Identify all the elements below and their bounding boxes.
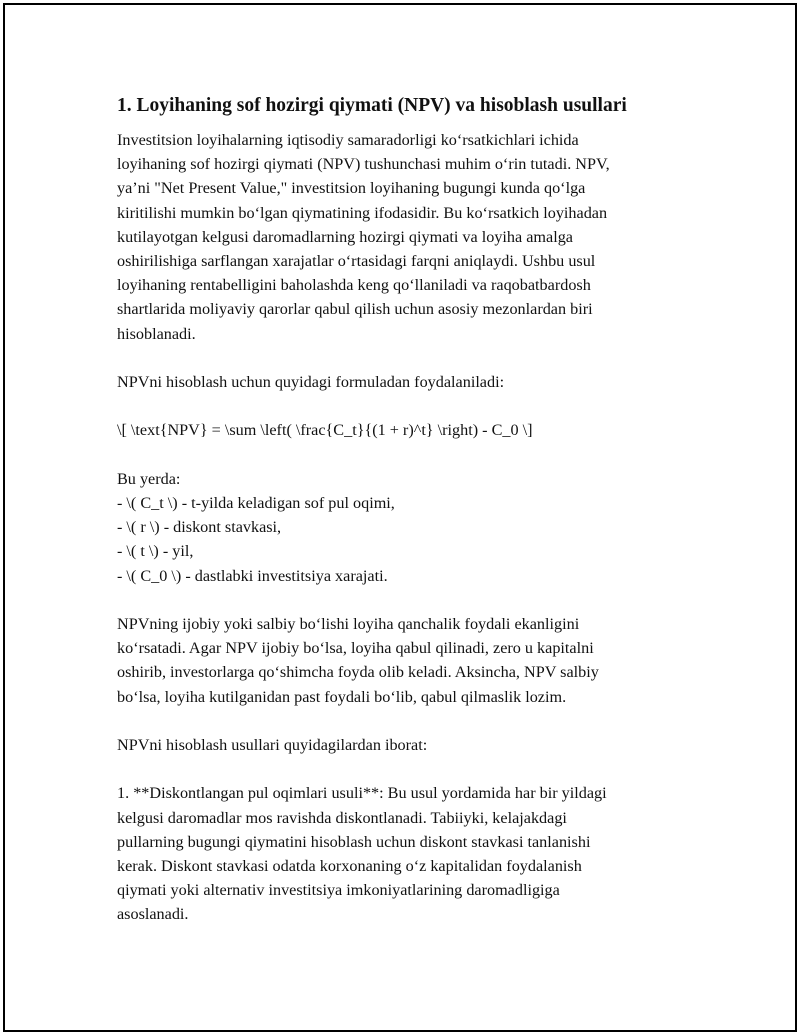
- text-line: oshirilishiga sarflangan xarajatlar o‘rtasidagi farqni aniqlaydi. Ushbu usul: [117, 252, 596, 271]
- formula-intro: [117, 370, 687, 394]
- paragraph-gap: [117, 394, 687, 418]
- formula-text: \[ \text{NPV} = \sum \left( \frac{C_t}{(1 + r)^t} \right) - C_0 \]: [117, 421, 533, 440]
- text-line: kiritilishi mumkin bo‘lgan qiymatining ifodasidir. Bu ko‘rsatkich loyihadan: [117, 203, 608, 222]
- text-line: oshirib, investorlarga qo‘shimcha foyda olib keladi. Aksincha, NPV salbiy: [117, 663, 599, 682]
- text-line: NPVning ijobiy yoki salbiy bo‘lishi loyiha qanchalik foydali ekanligini: [117, 615, 580, 633]
- text-line: 1. **Diskontlangan pul oqimlari usuli**: Bu usul yordamida har bir yildagi: [117, 784, 607, 803]
- variable-definitions: [117, 467, 687, 588]
- text-line: pullarning bugungi qiymatini hisoblash uchun diskont stavkasi tanlanishi: [117, 832, 591, 851]
- text-line: ko‘rsatadi. Agar NPV ijobiy bo‘lsa, loyiha qabul qilinadi, zero u kapitalni: [117, 639, 594, 658]
- text-line: shartlarida moliyaviy qarorlar qabul qilish uchun asosiy mezonlardan biri: [117, 300, 593, 319]
- text-line: NPVni hisoblash usullari quyidagilardan iborat:: [117, 736, 428, 754]
- paragraph-gap: [117, 588, 687, 612]
- text-line: Investitsion loyihalarning iqtisodiy samaradorligi ko‘rsatkichlari ichida: [117, 131, 579, 149]
- text-line: asoslanadi.: [117, 905, 189, 924]
- text-line: NPVni hisoblash uchun quyidagi formuladan foydalaniladi:: [117, 373, 505, 392]
- text-line: qiymati yoki alternativ investitsiya imkoniyatlarining daromadligiga: [117, 881, 560, 900]
- document-body: [117, 92, 687, 927]
- text-line: bo‘lsa, loyiha kutilganidan past foydali bo‘lib, qabul qilmaslik lozim.: [117, 687, 567, 706]
- text-line: loyihaning sof hozirgi qiymati (NPV) tushunchasi muhim o‘rin tutadi. NPV,: [117, 155, 610, 174]
- list-item: - \( r \) - diskont stavkasi,: [117, 518, 282, 537]
- paragraph-gap: [117, 443, 687, 467]
- text-line: hisoblanadi.: [117, 324, 196, 343]
- paragraph-gap: [117, 346, 687, 370]
- paragraph-gap: [117, 757, 687, 781]
- list-item: - \( C_0 \) - dastlabki investitsiya xarajati.: [117, 566, 388, 585]
- list-item: - \( C_t \) - t-yilda keladigan sof pul oqimi,: [117, 494, 395, 512]
- formula: [117, 418, 687, 442]
- section-heading: 1. Loyihaning sof hozirgi qiymati (NPV) va hisoblash usullari: [117, 95, 627, 116]
- interpretation-paragraph: [117, 612, 687, 709]
- methods-intro: [117, 733, 687, 757]
- text-line: kelgusi daromadlar mos ravishda diskontlanadi. Tabiiyki, kelajakdagi: [117, 808, 567, 827]
- method-1-paragraph: [117, 781, 687, 926]
- intro-paragraph: [117, 128, 687, 346]
- text-line: kutilayotgan kelgusi daromadlarning hozirgi qiymati va loyiha amalga: [117, 227, 573, 246]
- text-line: kerak. Diskont stavkasi odatda korxonaning o‘z kapitalidan foydalanish: [117, 857, 582, 875]
- list-item: - \( t \) - yil,: [117, 542, 194, 561]
- text-line: loyihaning rentabelligini baholashda keng qo‘llaniladi va raqobatbardosh: [117, 276, 591, 295]
- text-line: Bu yerda:: [117, 469, 181, 488]
- text-line: ya’ni "Net Present Value," investitsion loyihaning bugungi kunda qo‘lga: [117, 179, 586, 198]
- paragraph-gap: [117, 709, 687, 733]
